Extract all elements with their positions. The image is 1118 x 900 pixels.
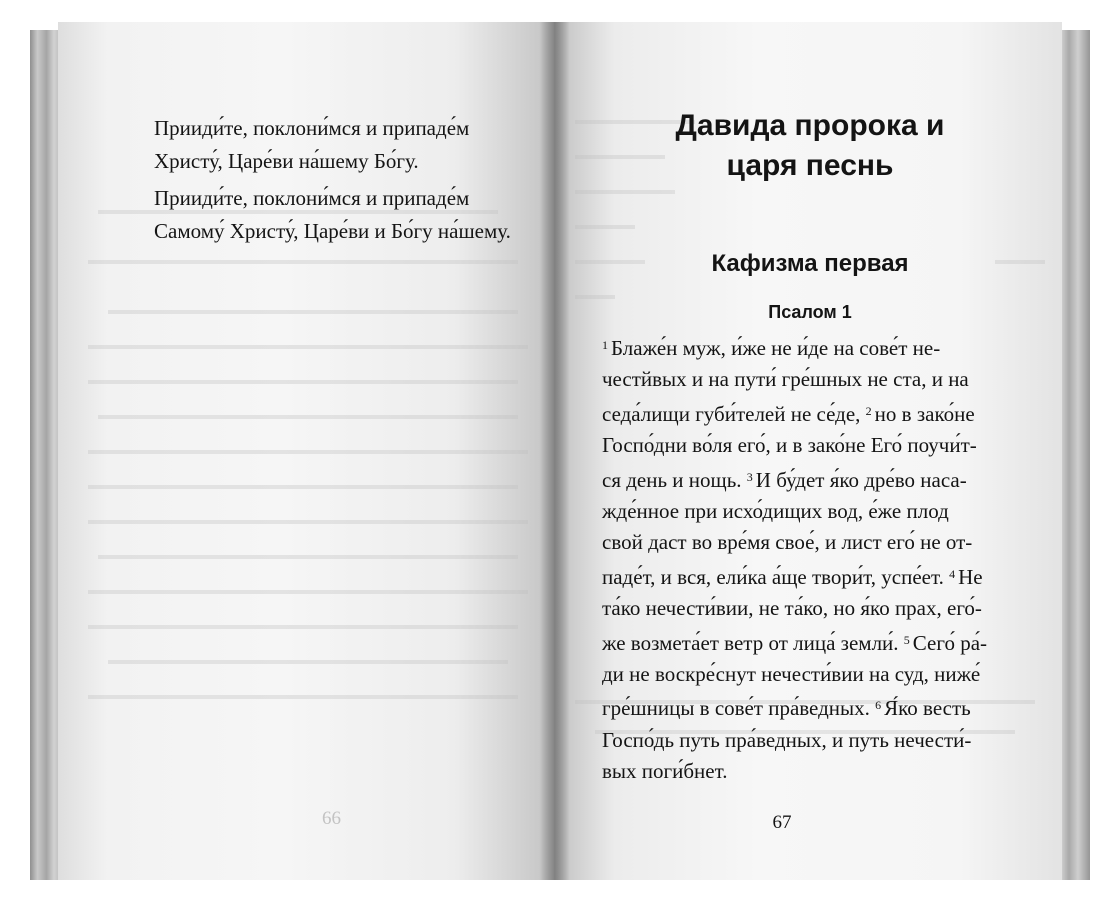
verse-number: 2	[865, 403, 872, 418]
psalm-line	[602, 690, 1000, 724]
psalm-line-text: И бу́дет я́ко дре́во наса-	[755, 467, 967, 492]
verse-number: 6	[875, 698, 882, 713]
psalm-text	[602, 330, 1000, 788]
psalm-line	[602, 430, 1000, 461]
left-page-prayer	[154, 112, 514, 252]
psalm-line	[602, 364, 1000, 395]
psalm-line-text: гре́шницы в сове́т пра́ведных.	[602, 696, 870, 721]
book-spine-shadow	[540, 22, 570, 880]
psalm-line-text: ди не воскре́снут нечести́вии на суд, ниже́	[602, 662, 981, 687]
prayer-paragraph-2: Прииди́те, поклони́мся и припаде́м Самому́ Христу́, Царе́ви и Бо́гу на́шему.	[154, 186, 511, 243]
right-page-number: 67	[772, 812, 792, 833]
psalm-line-text: Блаже́н муж, и́же не и́де на сове́т не-	[611, 336, 941, 360]
verse-number: 5	[903, 632, 910, 647]
psalm-line	[602, 625, 1000, 659]
psalm-line	[602, 527, 1000, 558]
kathisma-heading: Кафизма первая	[711, 250, 909, 277]
left-page-stack-edge	[30, 30, 60, 880]
psalm-line	[602, 593, 1000, 624]
psalm-line-text: же возмета́ет ветр от лица́ земли́.	[602, 630, 899, 655]
psalm-line-text: та́ко нечести́вии, не та́ко, но я́ко прах, его́-	[602, 596, 982, 621]
psalm-line-text: но в зако́не	[874, 401, 975, 426]
psalm-line-text: жде́нное при исхо́дищих вод, е́же плод	[602, 499, 949, 524]
psalm-line	[602, 725, 1000, 756]
psalm-line	[602, 396, 1000, 430]
psalm-heading: Псалом 1	[768, 302, 852, 322]
prayer-paragraph-1: Прииди́те, поклони́мся и припаде́м Христу́, Царе́ви на́шему Бо́гу.	[154, 116, 470, 173]
psalm-line	[602, 462, 1000, 496]
psalm-line-text: Не	[958, 564, 983, 589]
psalm-line	[602, 330, 1000, 364]
psalm-line	[602, 559, 1000, 593]
psalm-line-text: Я́ко весть	[884, 696, 971, 721]
psalm-line-text: свой даст во вре́мя свое́, и лист его́ не от-	[602, 530, 973, 555]
verse-number: 4	[949, 566, 956, 581]
right-page-stack-edge	[1060, 30, 1090, 880]
psalm-line-text: паде́т, и вся, ели́ка а́ще твори́т, успе́ет.	[602, 564, 944, 589]
verse-number: 3	[746, 469, 753, 484]
psalm-line-text: вых поги́бнет.	[602, 759, 728, 784]
psalm-line-text: седа́лищи губи́телей не се́де,	[602, 401, 861, 426]
verse-number: 1	[602, 338, 608, 352]
psalm-line	[602, 496, 1000, 527]
psalm-line	[602, 756, 1000, 787]
psalter-title: Давида пророка и царя песнь	[675, 109, 945, 182]
psalm-line-text: Сего́ ра́-	[912, 630, 988, 655]
psalm-line-text: Госпо́дни во́ля его́, и в зако́не Его́ поучи́т-	[602, 433, 977, 458]
left-page-number: 66	[322, 808, 341, 829]
psalm-line-text: честйвых и на пути́ гре́шных не ста, и на	[602, 367, 969, 392]
psalm-line-text: Госпо́дь путь пра́ведных, и путь нечести́-	[602, 727, 972, 752]
psalm-line	[602, 659, 1000, 690]
psalm-line-text: ся день и нощь.	[602, 467, 742, 492]
